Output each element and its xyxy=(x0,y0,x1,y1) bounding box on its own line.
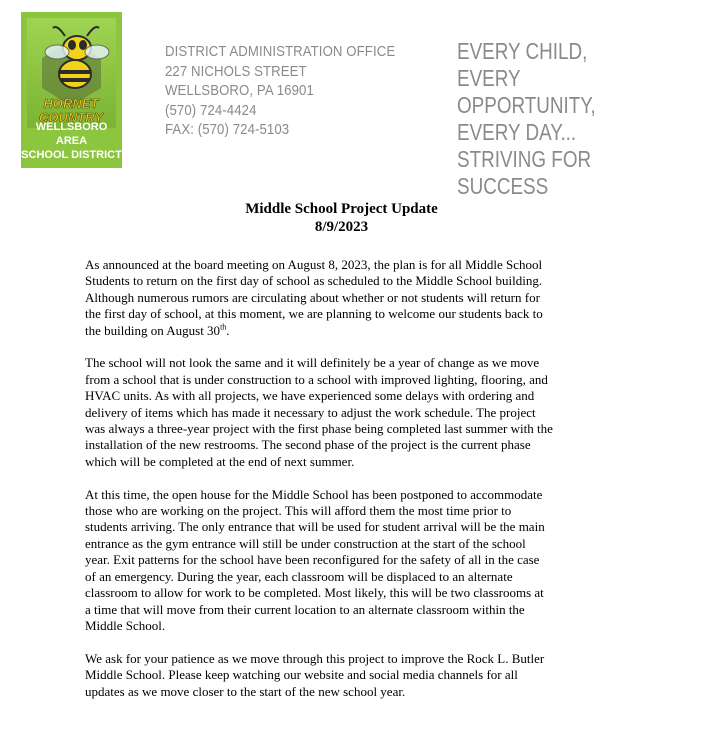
text-line: Although numerous rumors are circulating about whether or not students will return for xyxy=(85,289,540,305)
text-line: At this time, the open house for the Middle School has been postponed to accommodate xyxy=(85,486,543,502)
text-line: which will be completed at the end of next summer. xyxy=(85,453,355,469)
logo-caption-line: WELLSBORO AREA xyxy=(35,121,108,147)
paragraph-3 xyxy=(85,487,605,635)
address-line: DISTRICT ADMINISTRATION OFFICE xyxy=(165,43,396,60)
text-line: Middle School. xyxy=(85,617,166,633)
slogan-line: EVERY CHILD, xyxy=(457,38,588,64)
district-address xyxy=(165,42,395,140)
text-line: The school will not look the same and it will definitely be a year of change as we move xyxy=(85,355,540,371)
text-line: entrance as the gym entrance will still be under construction at the start of the school xyxy=(85,535,526,551)
text-line: the first day of school, at this moment, we are planning to welcome our students back to xyxy=(85,306,543,322)
district-slogan xyxy=(457,38,659,200)
document-date: 8/9/2023 xyxy=(314,219,369,235)
hornet-mascot-image xyxy=(27,18,116,128)
logo-art-text-1: HORNET xyxy=(43,96,99,111)
paragraph-2 xyxy=(85,355,605,470)
text-line: Middle School. Please keep watching our website and social media channels for all xyxy=(85,667,518,683)
slogan-line: EVERY DAY... xyxy=(457,119,577,145)
text-line: Students to return on the first day of school as scheduled to the Middle School building. xyxy=(85,273,543,289)
ordinal-suffix: th xyxy=(220,322,227,332)
text-line: from a school that is under construction to a school with improved lighting, flooring, and xyxy=(85,371,548,387)
text-line: updates as we move closer to the start of the new school year. xyxy=(85,683,406,699)
text-line: a time that will move from their current location to an alternate classroom within the xyxy=(85,601,525,617)
text-line: As announced at the board meeting on August 8, 2023, the plan is for all Middle School xyxy=(85,257,543,272)
text-line: HVAC units. As with all projects, we have experienced some delays with ordering and xyxy=(85,388,535,404)
text-line: those who are working on the project. This will afford them the most time prior to xyxy=(85,503,512,519)
document-body xyxy=(85,257,605,716)
text-line: students arriving. The only entrance that will be used for student arrival will be the main xyxy=(85,519,545,535)
paragraph-1 xyxy=(85,257,605,339)
logo-caption xyxy=(21,120,122,162)
text-segment: . xyxy=(226,322,230,338)
text-line: delivery of items which has made it necessary to adjust the work schedule. The project xyxy=(85,404,536,420)
text-line: We ask for your patience as we move through this project to improve the Rock L. Butler xyxy=(85,650,545,666)
text-line: of an emergency. During the year, each classroom will be displaced to an alternate xyxy=(85,568,513,584)
logo-art-text-2: COUNTRY xyxy=(38,110,104,125)
text-line xyxy=(85,323,605,339)
address-line: WELLSBORO, PA 16901 xyxy=(165,82,314,99)
text-line: installation of the new restrooms. The second phase of the project is the current phase xyxy=(85,437,531,453)
text-segment: the building on August 30 xyxy=(85,322,221,338)
text-line: was always a three-year project with the first phase being completed last summer with the xyxy=(85,421,553,437)
slogan-line: STRIVING FOR SUCCESS xyxy=(457,146,592,199)
fax-line: FAX: (570) 724-5103 xyxy=(165,121,290,138)
paragraph-4 xyxy=(85,651,605,700)
address-line: 227 NICHOLS STREET xyxy=(165,62,307,80)
text-line: year. Exit patterns for the school have been reconfigured for the safety of all in the case xyxy=(85,552,540,568)
document-heading xyxy=(0,200,683,236)
phone-line: (570) 724-4424 xyxy=(165,101,257,119)
slogan-line: EVERY OPPORTUNITY, xyxy=(457,65,596,118)
document-title: Middle School Project Update xyxy=(245,201,438,217)
district-logo xyxy=(21,12,122,168)
logo-caption-line: SCHOOL DISTRICT xyxy=(21,149,122,161)
text-line: classroom to allow for work to be completed. Most likely, this will be two classrooms at xyxy=(85,585,544,601)
